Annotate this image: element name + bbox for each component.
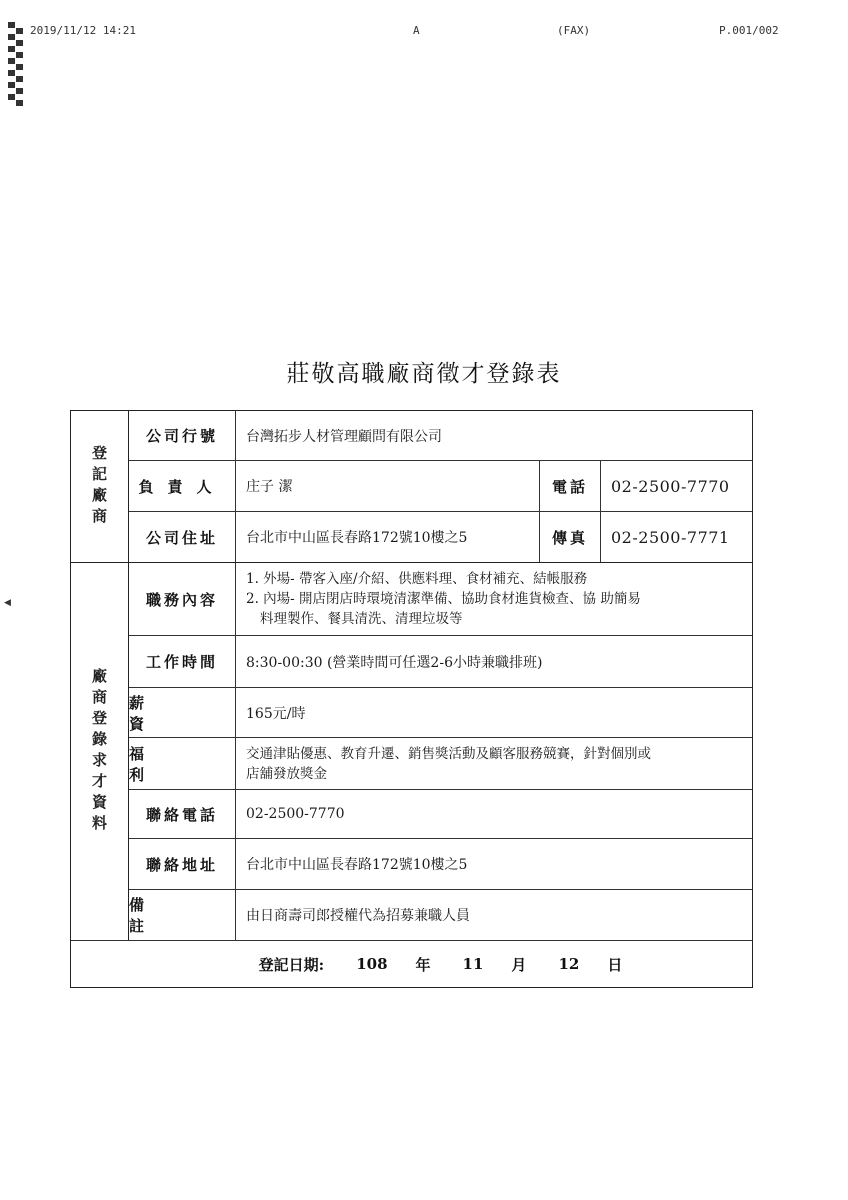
duties-label: 職務內容 bbox=[129, 563, 236, 636]
benefits-line: 店舖發放獎金 bbox=[246, 765, 327, 782]
duties-line: 料理製作、餐具清洗、清理垃圾等 bbox=[260, 611, 463, 627]
registration-date-month: 11 bbox=[462, 955, 484, 973]
company-name-value: 台灣拓步人材管理顧問有限公司 bbox=[236, 411, 752, 461]
salary-value: 165元/時 bbox=[236, 688, 752, 738]
phone-label: 電話 bbox=[540, 461, 601, 512]
duties-line: 1. 外場- 帶客入座/介紹、供應料理、食材補充、結帳服務 bbox=[246, 571, 588, 587]
salary-label: 薪 資 bbox=[129, 688, 236, 738]
registration-date-year: 108 bbox=[356, 955, 388, 973]
registration-date-year-unit: 年 bbox=[415, 955, 431, 974]
section-recruitment bbox=[71, 563, 129, 941]
address-value: 台北市中山區長春路172號10樓之5 bbox=[236, 512, 540, 563]
fax-type: (FAX) bbox=[557, 24, 591, 37]
registration-date-day-unit: 日 bbox=[607, 955, 623, 974]
fax-marker: A bbox=[413, 24, 420, 37]
company-name-label: 公司行號 bbox=[129, 411, 236, 461]
hours-label: 工作時間 bbox=[129, 636, 236, 688]
section-recruitment-label: 廠商登錄求才資料 bbox=[90, 667, 108, 836]
owner-label: 負責人 bbox=[129, 461, 236, 512]
fax-label: 傳真 bbox=[540, 512, 601, 563]
duties-line: 2. 內場- 開店閉店時環境清潔準備、協助食材進貨檢查、協 助簡易 bbox=[246, 591, 641, 607]
registration-date bbox=[129, 941, 752, 987]
registration-date-day: 12 bbox=[558, 955, 580, 973]
contact-address-value: 台北市中山區長春路172號10樓之5 bbox=[236, 839, 752, 890]
contact-phone-value: 02-2500-7770 bbox=[236, 790, 752, 839]
benefits-line: 交通津貼優惠、教育升遷、銷售獎活動及顧客服務競賽，針對個別或 bbox=[246, 745, 651, 762]
benefits-value bbox=[236, 738, 752, 790]
remarks-label: 備 註 bbox=[129, 890, 236, 941]
recruitment-form bbox=[70, 410, 753, 988]
fax-value: 02-2500-7771 bbox=[601, 512, 752, 563]
owner-value: 庄子 潔 bbox=[236, 461, 540, 512]
section-registration-label: 登記廠商 bbox=[90, 444, 108, 529]
registration-date-month-unit: 月 bbox=[511, 955, 527, 974]
fax-timestamp: 2019/11/12 14:21 bbox=[30, 24, 136, 37]
contact-phone-label: 聯絡電話 bbox=[129, 790, 236, 839]
phone-value: 02-2500-7770 bbox=[601, 461, 752, 512]
section-registration bbox=[71, 411, 129, 563]
duties-value bbox=[236, 563, 752, 636]
registration-date-label: 登記日期: bbox=[258, 955, 325, 974]
benefits-label: 福 利 bbox=[129, 738, 236, 790]
remarks-value: 由日商壽司郎授權代為招募兼職人員 bbox=[236, 890, 752, 941]
fax-page-number: P.001/002 bbox=[719, 24, 779, 37]
address-label: 公司住址 bbox=[129, 512, 236, 563]
contact-address-label: 聯絡地址 bbox=[129, 839, 236, 890]
hours-value: 8:30-00:30 (營業時間可任選2-6小時兼職排班) bbox=[236, 636, 752, 688]
form-title: 莊敬高職廠商徵才登錄表 bbox=[286, 361, 562, 387]
scan-arrow-icon: ◀ bbox=[4, 598, 11, 608]
fax-header bbox=[0, 24, 848, 40]
